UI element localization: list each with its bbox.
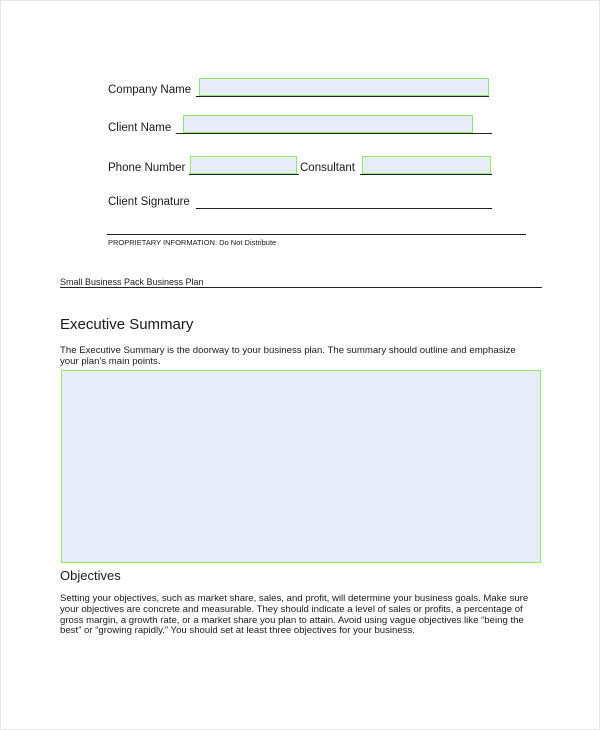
consultant-label: Consultant bbox=[300, 162, 355, 174]
client-signature-line[interactable] bbox=[196, 208, 492, 209]
client-name-underline bbox=[176, 133, 492, 134]
company-name-underline bbox=[196, 96, 489, 97]
notice-rule bbox=[107, 234, 526, 235]
client-name-label: Client Name bbox=[108, 122, 172, 134]
phone-number-underline bbox=[189, 174, 299, 175]
consultant-underline bbox=[360, 174, 492, 175]
objectives-heading: Objectives bbox=[60, 568, 121, 583]
company-name-label: Company Name bbox=[108, 84, 192, 96]
consultant-input[interactable] bbox=[362, 156, 491, 174]
executive-summary-description: The Executive Summary is the doorway to your business plan. The summary should outline and emphasize your plan's main points. bbox=[60, 345, 516, 367]
executive-summary-heading: Executive Summary bbox=[60, 316, 194, 333]
client-name-input[interactable] bbox=[183, 115, 473, 133]
phone-number-label: Phone Number bbox=[108, 162, 186, 174]
client-signature-label: Client Signature bbox=[108, 196, 190, 208]
objectives-description: Setting your objectives, such as market share, sales, and profit, will determine your business goals. Make sure your objectives are concrete and measurable. They should indicate a level of sales or profits, a percentage of gross margin, a growth rate, or a market share you plan to attain. Avoid using vague objectives like “being the best” or “growing rapidly.” You should set at least three objectives for your business. bbox=[60, 593, 529, 637]
phone-number-input[interactable] bbox=[190, 156, 297, 174]
proprietary-notice: PROPRIETARY INFORMATION: Do Not Distribute bbox=[108, 238, 277, 247]
running-title: Small Business Pack Business Plan bbox=[60, 277, 204, 287]
header-rule bbox=[60, 287, 542, 288]
executive-summary-textarea[interactable] bbox=[61, 370, 541, 563]
company-name-input[interactable] bbox=[199, 78, 489, 96]
